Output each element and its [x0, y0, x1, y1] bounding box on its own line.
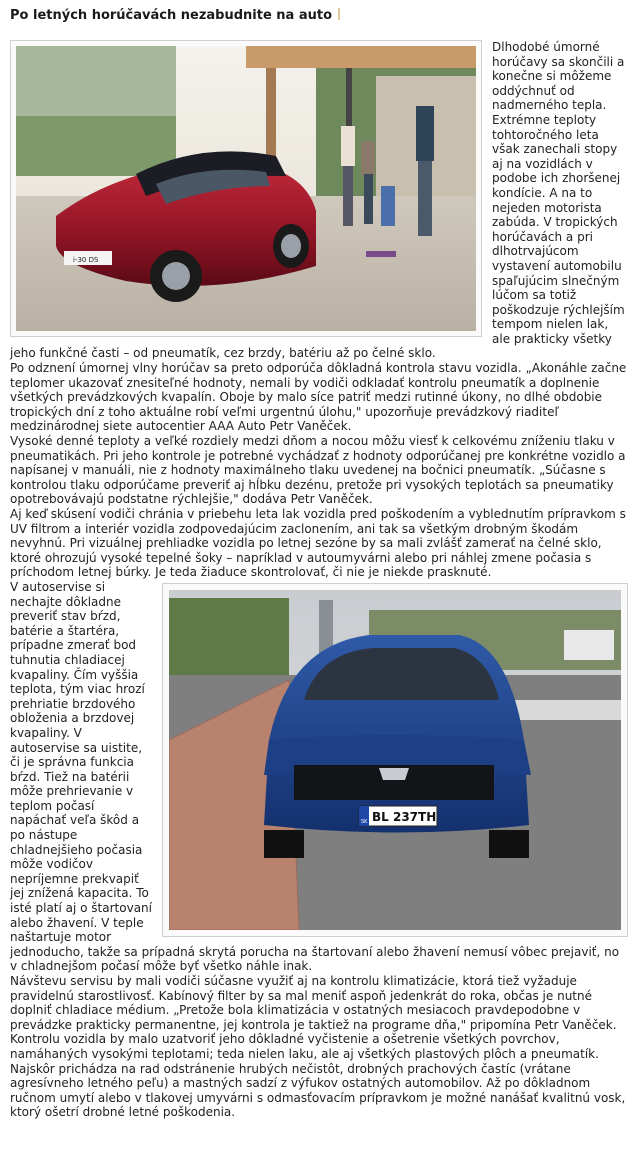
photo-blue-hatchback-image [169, 590, 621, 930]
paragraph-2: Po odznení úmornej vlny horúčav sa preto odporúča dôkladná kontrola stavu vozidla. „Akonáhle začne teplomer ukazovať znesiteľné hodnoty, nemali by vodiči odkladať kontrolu pneumatík a doplnenie všetkých prevádzkových kvapalín. Oboje by malo síce patriť medzi rutinné úkony, no dlhé obdobie tropických dní z toho aktuálne robí veľmi urgentnú úlohu," upozorňuje prevádzkový riaditeľ medzinárodnej siete autocentier AAA Auto Petr Vaněček. [10, 361, 627, 434]
paragraph-3: Vysoké denné teploty a veľké rozdiely medzi dňom a nocou môžu viesť k celkovému zníženiu tlaku v pneumatikách. Pri jeho kontrole je potrebné vychádzať z hodnoty odporúčanej pre konkrétne vozidlo a napísanej v manuáli, nie z hodnoty maximálneho tlaku uvedenej na bočnici pneumatík. „Súčasne s kontrolou tlaku odporúčame preveriť aj hĺbku dezénu, pretože pri vysokých teplotách sa pneumatiky opotrebovávajú podstatne rýchlejšie," dodáva Petr Vaněček. [10, 434, 626, 507]
paragraph-5: V autoservise si nechajte dôkladne preveriť stav bŕzd, batérie a štartéra, prípadne zmerať bod tuhnutia chladiacej kvapaliny. Čím vyššia teplota, tým viac hrozí prehriatie brzdového obloženia a brzdovej kvapaliny. V autoservise sa uistite, či je správna funkcia bŕzd. Tiež na batérii môže prehrievanie v teplom počasí napáchať veľa škôd a po nástupe chladnejšieho počasia môže vodičov nepríjemne prekvapiť jej znížená kapacita. To isté platí aj o štartovaní alebo žhavení. V teple naštartuje motor jednoducho, takže sa prípadná skrytá porucha na štartovaní alebo žhavení nemusí vôbec prejaviť, no v chladnejšom počasí môže byť všetko náhle inak. [10, 579, 620, 974]
photo1-plate-text: i-30 DS [73, 256, 99, 264]
title-marker [338, 8, 340, 20]
photo2-plate-text: BL 237TH [372, 809, 437, 824]
photo-family-station-wagon-image [16, 46, 476, 331]
photo-family-station-wagon [10, 40, 482, 337]
photo2-plate-country-text: SK [361, 818, 368, 825]
paragraph-4: Aj keď skúsení vodiči chránia v priebehu leta lak vozidla pred poškodením a vyblednutím prípravkom s UV filtrom a interiér vozidla zodpovedajúcim zaclonením, ani tak sa všetkým drobným škodám nevyhnú. Pri vizuálnej prehliadke vozidla po letnej sezóne by sa mali zvlášť zamerať na čelné sklo, ktoré ohrozujú vysoké tepelné šoky – napríklad v autoumyvárni alebo pri náhlej zmene počasia s príchodom letnej búrky. Je teda žiaduce skontrolovať, či nie je niekde prasknuté. [10, 507, 626, 580]
paragraph-6: Návštevu servisu by mali vodiči súčasne využiť aj na kontrolu klimatizácie, ktorá tiež vyžaduje pravidelnú starostlivosť. Kabínový filter by sa mal meniť aspoň jedenkrát do roka, občas je nutné doplniť chladiace médium. „Pretože bola klimatizácia v ostatných mesiacoch pravdepodobne v prevádzke prakticky permanentne, jej kontrola je taktiež na programe dňa," pripomína Petr Vaněček. [10, 974, 617, 1032]
article-body [10, 40, 628, 1120]
paragraph-1: Dlhodobé úmorné horúčavy sa skončili a konečne si môžeme oddýchnuť od nadmerného tepla. Extrémne teploty tohtoročného leta však zanechali stopy aj na vozidlách v podobe ich zhoršenej kondície. A na to nejeden motorista zabúda. V tropických horúčavách a pri dlhotrvajúcom vystavení automobilu spaľujúcim slnečným lúčom sa totiž poškodzuje rýchlejším tempom nielen lak, ale prakticky všetky jeho funkčné časti – od pneumatík, cez brzdy, batériu až po čelné sklo. [10, 40, 625, 361]
paragraph-7: Kontrolu vozidla by malo uzatvoriť jeho dôkladné vyčistenie a ošetrenie všetkých povrchov, namáhaných vysokými teplotami; teda nielen laku, ale aj všetkých plastových plôch a pneumatík. Najskôr prichádza na rad odstránenie hrubých nečistôt, drobných prachových častíc (vrátane agresívneho letného peľu) a mastných sadzí z výfukov ostatných automobilov. Až po dôkladnom ručnom umytí alebo v tlakovej umyvárni s odmasťovacím prípravkom je možné nanášať kvalitnú vosk, ktorý ošetrí drobné letné poškodenia. [10, 1032, 626, 1120]
article-title: Po letných horúčavách nezabudnite na auto [10, 8, 340, 23]
photo-blue-hatchback [162, 583, 628, 937]
